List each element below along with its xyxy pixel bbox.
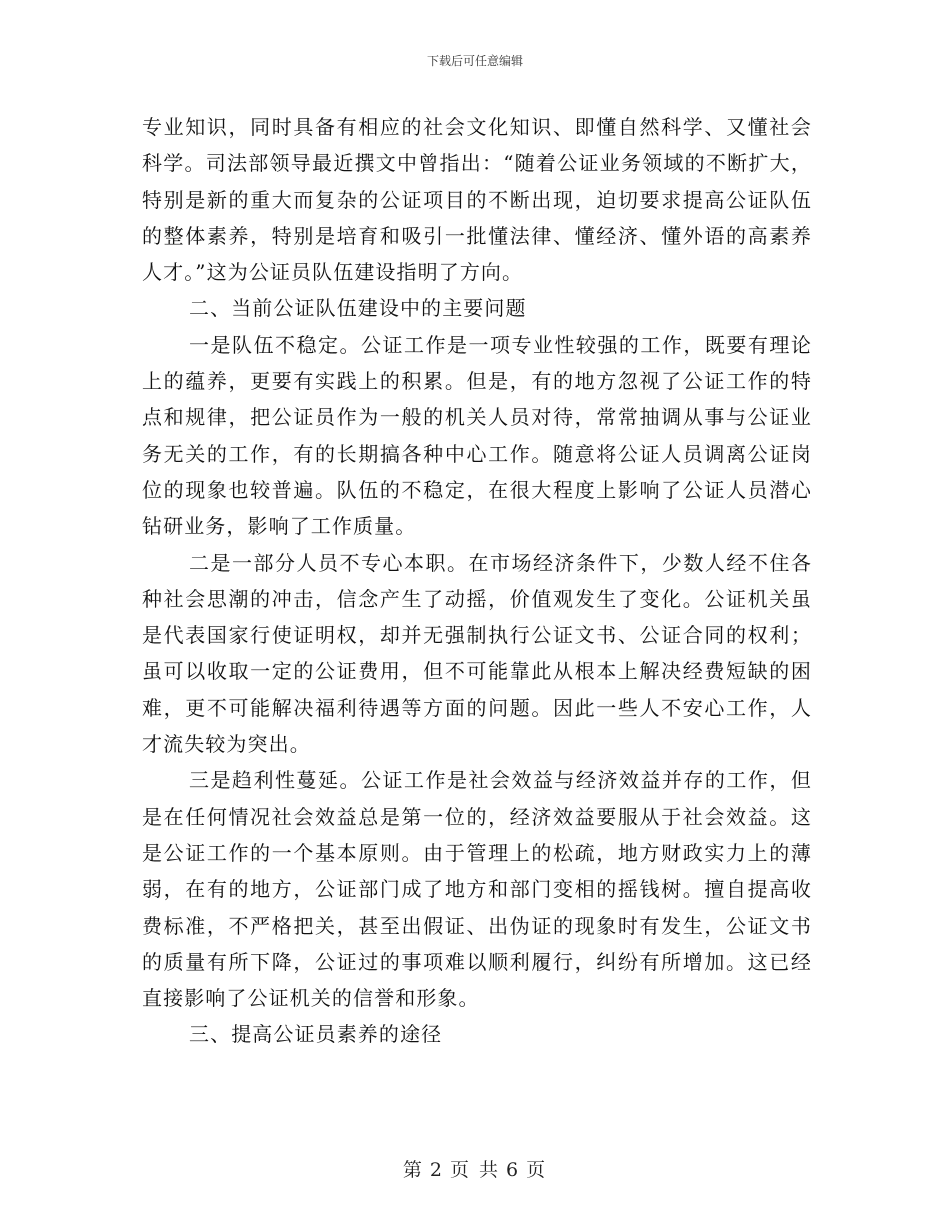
footer-page-number: 2: [429, 1159, 444, 1181]
section-heading-2: 二、当前公证队伍建设中的主要问题: [189, 296, 527, 321]
footer-total-pages: 6: [506, 1159, 521, 1181]
section-heading-3: 三、提高公证员素养的途径: [189, 1022, 443, 1047]
footer-prefix: 第: [402, 1159, 424, 1181]
paragraph-5: 三是趋利性蔓延。公证工作是社会效益与经济效益并存的工作，但是在任何情况社会效益总是第一位的，经济效益要服从于社会效益。这是公证工作的一个基本原则。由于管理上的松疏，地方财政实力上的薄弱，在有的地方，公证部门成了地方和部门变相的摇钱树。擅自提高收费标准，不严格把关，甚至出假证、出伪证的现象时有发生，公证文书的质量有所下降，公证过的事项难以顺利履行，纠纷有所增加。这已经直接影响了公证机关的信誉和形象。: [142, 768, 812, 1011]
page-header: 下载后可任意编辑: [426, 54, 523, 68]
footer-suffix: 页: [526, 1159, 548, 1181]
paragraph-4: 二是一部分人员不专心本职。在市场经济条件下，少数人经不住各种社会思潮的冲击，信念产生了动摇，价值观发生了变化。公证机关虽是代表国家行使证明权，却并无强制执行公证文书、公证合同的权利；虽可以收取一定的公证费用，但不可能靠此从根本上解决经费短缺的困难，更不可能解决福利待遇等方面的问题。因此一些人不安心工作，人才流失较为突出。: [142, 550, 812, 757]
paragraph-1: 专业知识，同时具备有相应的社会文化知识、即懂自然科学、又懂社会科学。司法部领导最近撰文中曾指出：“随着公证业务领域的不断扩大，特别是新的重大而复杂的公证项目的不断出现，迫切要求提高公证队伍的整体素养，特别是培育和吸引一批懂法律、懂经济、懂外语的高素养人才。”这为公证员队伍建设指明了方向。: [142, 115, 812, 285]
page-footer: [0, 1155, 950, 1182]
footer-middle: 页 共: [449, 1159, 501, 1181]
document-body: [142, 109, 812, 1053]
paragraph-3: 一是队伍不稳定。公证工作是一项专业性较强的工作，既要有理论上的蕴养，更要有实践上的积累。但是，有的地方忽视了公证工作的特点和规律，把公证员作为一般的机关人员对待，常常抽调从事与公证业务无关的工作，有的长期搞各种中心工作。随意将公证人员调离公证岗位的现象也较普遍。队伍的不稳定，在很大程度上影响了公证人员潜心钻研业务，影响了工作质量。: [142, 332, 812, 539]
